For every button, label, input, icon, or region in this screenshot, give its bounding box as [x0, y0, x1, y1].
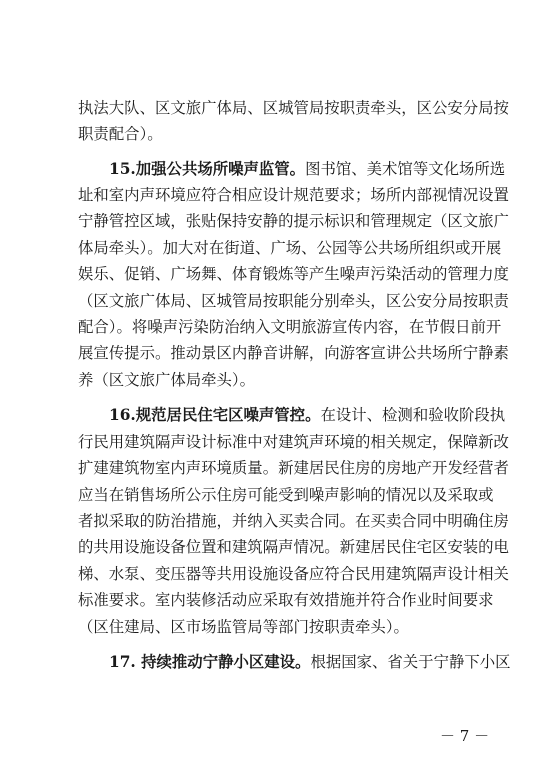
body-text-line: 养（区文旅广体局牵头）。 [78, 371, 255, 389]
paragraph-16-heading: 16.规范居民住宅区噪声管控。 [109, 406, 321, 424]
body-text-line: 的共用设施设备位置和建筑隔声情况。新建居民住宅区安装的电 [78, 538, 509, 556]
body-text-line: 行民用建筑隔声设计标准中对建筑声环境的相关规定，保障新改 [78, 433, 509, 451]
paragraph-15-first-line [109, 158, 506, 180]
body-text-line: 扩建建筑物室内声环境质量。新建居民住房的房地产开发经营者 [78, 459, 509, 477]
body-text-line: 执法大队、区文旅广体局、区城管局按职责牵头，区公安分局按 [78, 99, 509, 117]
paragraph-15-heading: 15.加强公共场所噪声监管。 [109, 160, 306, 178]
body-text-line: 址和室内声环境应符合相应设计规范要求；场所内部视情况设置 [78, 186, 509, 204]
page-number: － 7 － [440, 727, 490, 745]
body-text: 根据国家、省关于宁静下小区 [310, 653, 511, 671]
body-text-line: （区文旅广体局、区城管局按职能分别牵头，区公安分局按职责 [78, 292, 509, 310]
body-text-line: 配合）。将噪声污染防治纳入文明旅游宣传内容，在节假日前开 [78, 318, 502, 336]
body-text-line: 标准要求。室内装修活动应采取有效措施并符合作业时间要求 [78, 591, 494, 609]
body-text-line: 者拟采取的防治措施，并纳入买卖合同。在买卖合同中明确住房 [78, 512, 509, 530]
body-text-line: 娱乐、促销、广场舞、体育锻炼等产生噪声污染活动的管理力度 [78, 265, 509, 283]
paragraph-17-first-line [109, 651, 511, 673]
paragraph-17-heading: 17. 持续推动宁静小区建设。 [109, 653, 311, 671]
body-text-line: 体局牵头）。加大对在街道、广场、公园等公共场所组织或开展 [78, 239, 502, 257]
paragraph-16-first-line [109, 404, 506, 426]
body-text: 在设计、检测和验收阶段执 [320, 406, 506, 424]
body-text: 图书馆、美术馆等文化场所选 [305, 160, 506, 178]
body-text-line: 应当在销售场所公示住房可能受到噪声影响的情况以及采取或 [78, 486, 494, 504]
body-text-line: 宁静管控区域，张贴保持安静的提示标识和管理规定（区文旅广 [78, 212, 509, 230]
body-text-line: 职责配合）。 [78, 125, 163, 143]
body-text-line: 梯、水泵、变压器等共用设施设备应符合民用建筑隔声设计相关 [78, 565, 509, 583]
body-text-line: （区住建局、区市场监管局等部门按职责牵头）。 [78, 618, 409, 636]
body-text-line: 展宣传提示。推动景区内静音讲解，向游客宣讲公共场所宁静素 [78, 344, 509, 362]
